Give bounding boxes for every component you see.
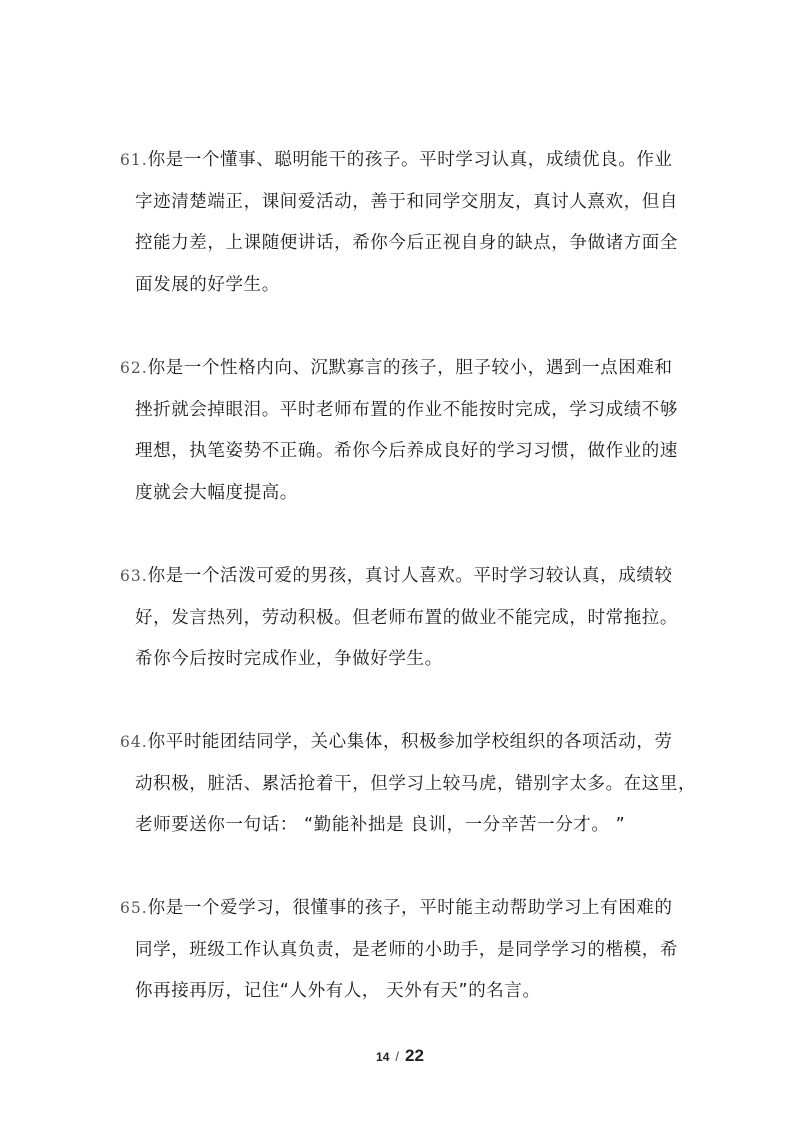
paragraph-line: 动积极，脏活、累活抢着干，但学习上较马虎，错别字太多。在这里， (135, 773, 697, 794)
paragraph-line: 同学，班级工作认真负责，是老师的小助手，是同学学习的楷模，希 (135, 939, 678, 960)
paragraph-62 (120, 348, 690, 514)
paragraph-line: 你再接再厉，记住“人外有人， 天外有天”的名言。 (135, 981, 541, 1001)
item-number: 64. (120, 733, 148, 751)
paragraph-line: 面发展的好学生。 (135, 274, 280, 295)
paragraph-line (120, 140, 690, 182)
paragraph-text: 你是一个爱学习，很懂事的孩子，平时能主动帮助学习上有困难的 (147, 898, 673, 918)
paragraph-text: 你是一个性格内向、沉默寡言的孩子，胆子较小，遇到一点困难和 (147, 358, 673, 378)
paragraph-line: 度就会大幅度提高。 (135, 482, 298, 503)
paragraph-line (120, 888, 690, 930)
paragraph-text: 你是一个懂事、聪明能干的孩子。平时学习认真，成绩优良。作业 (147, 150, 673, 170)
current-page-number: 14 (376, 1050, 390, 1064)
item-number: 65. (120, 899, 148, 917)
paragraph-line (120, 556, 690, 598)
paragraph-line: 希你今后按时完成作业，争做好学生。 (135, 649, 443, 669)
page-separator: / (395, 1049, 400, 1064)
paragraph-65 (120, 888, 690, 1013)
paragraph-text: 你是一个活泼可爱的男孩，真讨人喜欢。平时学习较认真，成绩较 (147, 566, 673, 586)
paragraph-line: 字迹清楚端正，课间爱活动，善于和同学交朋友，真讨人熹欢，但自 (135, 191, 678, 212)
paragraph-line: 理想，执笔姿势不正确。希你今后养成良好的学习习惯，做作业的速 (135, 441, 678, 461)
item-number: 63. (120, 567, 148, 585)
item-number: 61. (120, 151, 148, 169)
paragraph-64 (120, 722, 697, 847)
paragraph-line: 老师要送你一句话： “勤能补拙是 良训，一分辛苦一分才。 ” (135, 815, 626, 835)
paragraph-text: 你平时能团结同学，关心集体，积极参加学校组织的各项活动，劳 (147, 732, 673, 752)
paragraph-line: 控能力差，上课随便讲话，希你今后正视自身的缺点，争做诸方面全 (135, 233, 678, 253)
page-footer (0, 1046, 800, 1066)
paragraph-line (120, 722, 690, 764)
paragraph-line (120, 348, 690, 390)
paragraph-line: 好，发言热列，劳动积极。但老师布置的做业不能完成，时常拖拉。 (135, 607, 678, 628)
item-number: 62. (120, 359, 148, 377)
paragraph-line: 挫折就会掉眼泪。平时老师布置的作业不能按时完成，学习成绩不够 (135, 399, 678, 420)
paragraph-61 (120, 140, 690, 306)
paragraph-63 (120, 556, 690, 681)
total-page-count: 22 (405, 1046, 424, 1065)
